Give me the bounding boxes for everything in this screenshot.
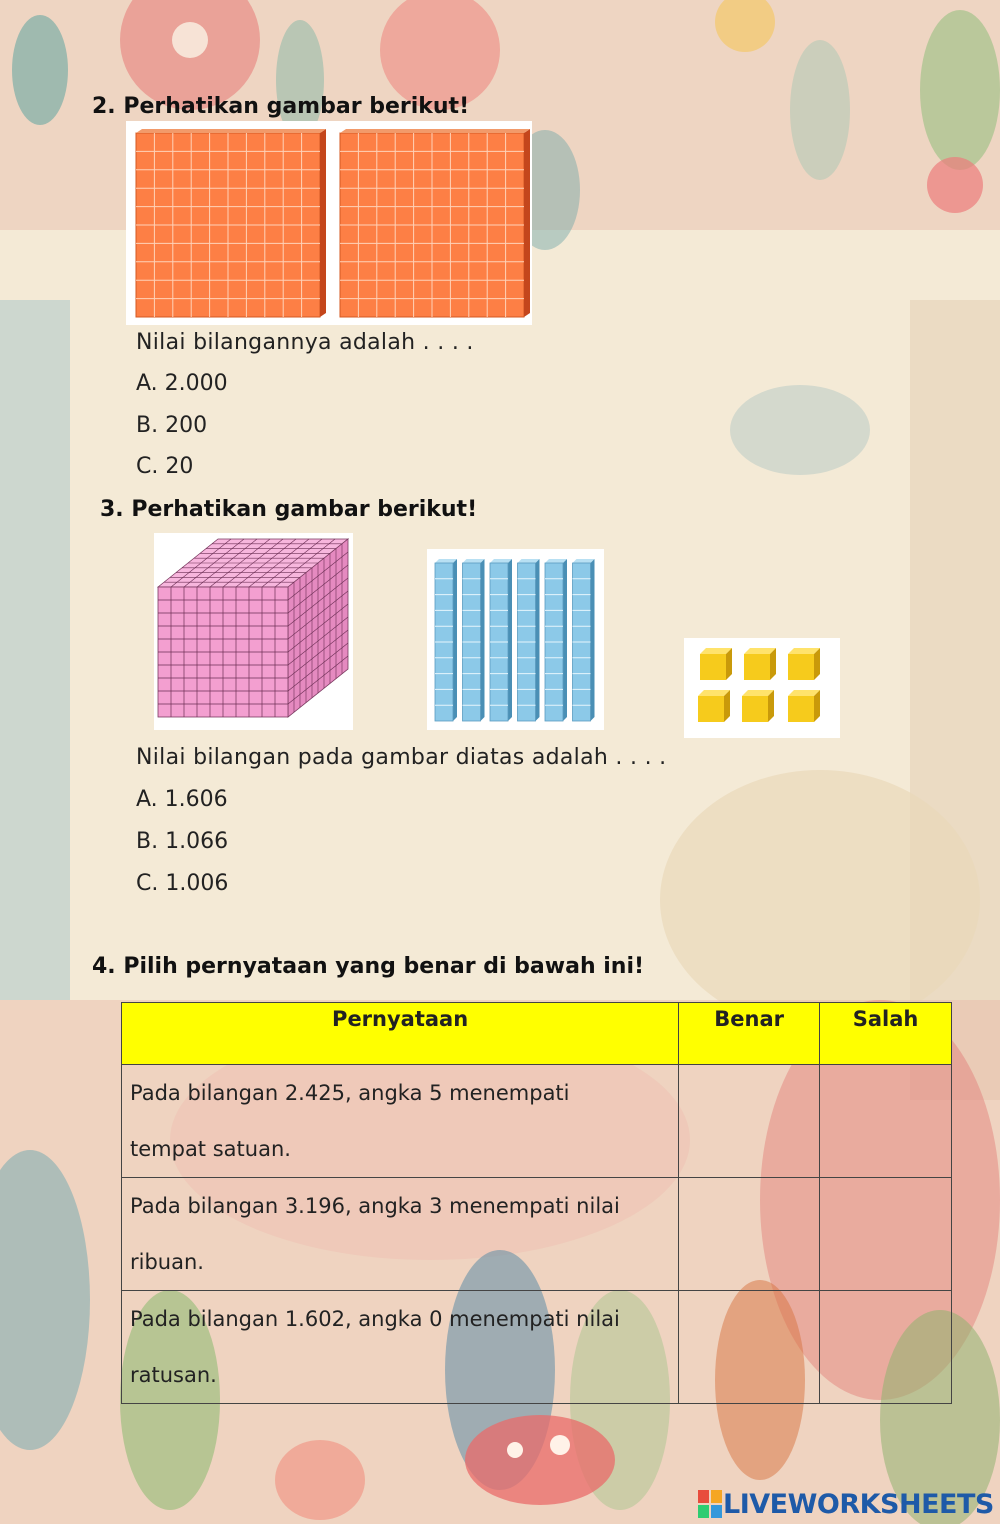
q2-option-b[interactable] <box>136 413 207 438</box>
statement-line-2: ratusan. <box>130 1363 217 1387</box>
question-2-prompt: Nilai bilangannya adalah . . . . <box>136 330 474 355</box>
question-4-title: 4. Pilih pernyataan yang benar di bawah ini! <box>92 954 645 979</box>
statement-cell <box>122 1178 679 1291</box>
answer-true-cell[interactable] <box>679 1291 820 1404</box>
hundred-flats-figure <box>126 121 532 325</box>
option-letter: C. <box>136 454 159 479</box>
unit-cube-block-icon <box>700 648 732 680</box>
thousand-cube-block-icon <box>154 533 353 730</box>
statement-line-2: tempat satuan. <box>130 1137 291 1161</box>
q2-image <box>126 121 532 325</box>
answer-true-cell[interactable] <box>679 1178 820 1291</box>
ten-rod-block-icon <box>435 559 457 721</box>
table-row <box>122 1065 952 1178</box>
option-text: 200 <box>165 413 208 438</box>
unit-cube-block-icon <box>788 648 820 680</box>
option-letter: C. <box>136 871 159 896</box>
q3-option-a[interactable] <box>136 787 228 812</box>
ten-rod-block-icon <box>518 559 540 721</box>
option-letter: A. <box>136 787 158 812</box>
header-false: Salah <box>820 1003 952 1065</box>
option-letter: A. <box>136 371 158 396</box>
header-true: Benar <box>679 1003 820 1065</box>
option-text: 1.006 <box>165 871 229 896</box>
option-text: 1.066 <box>165 829 229 854</box>
q3-ten-rods-image <box>427 549 604 730</box>
question-3-prompt: Nilai bilangan pada gambar diatas adalah . . . . <box>136 745 667 770</box>
unit-cube-block-icon <box>742 690 774 722</box>
answer-false-cell[interactable] <box>820 1291 952 1404</box>
q3-thousand-cube-image <box>154 533 353 730</box>
unit-cube-block-icon <box>788 690 820 722</box>
true-false-table <box>121 1002 952 1404</box>
q3-unit-cubes-image <box>684 638 840 738</box>
answer-false-cell[interactable] <box>820 1178 952 1291</box>
thousand-cube-shape <box>158 539 348 717</box>
answer-true-cell[interactable] <box>679 1065 820 1178</box>
liveworksheets-logo-icon <box>697 1489 723 1519</box>
ten-rod-block-icon <box>545 559 567 721</box>
table-row <box>122 1178 952 1291</box>
option-text: 20 <box>165 454 194 479</box>
statement-cell <box>122 1065 679 1178</box>
option-text: 1.606 <box>164 787 228 812</box>
logo-text: LIVEWORKSHEETS <box>723 1488 994 1520</box>
table-row <box>122 1291 952 1404</box>
unit-cube-block-icon <box>698 690 730 722</box>
statement-line-1: Pada bilangan 2.425, angka 5 menempati <box>130 1081 570 1105</box>
ten-rod-block-icon <box>490 559 512 721</box>
option-letter: B. <box>136 413 159 438</box>
hundred-flat-block-icon <box>136 129 326 317</box>
statement-line-2: ribuan. <box>130 1250 204 1274</box>
q2-option-c[interactable] <box>136 454 193 479</box>
ten-rods-figure <box>427 549 604 730</box>
ten-rod-block-icon <box>573 559 595 721</box>
header-statement: Pernyataan <box>122 1003 679 1065</box>
statement-line-1: Pada bilangan 3.196, angka 3 menempati nilai <box>130 1194 620 1218</box>
q2-option-a[interactable] <box>136 371 228 396</box>
hundred-flat-block-icon <box>340 129 530 317</box>
question-2-title: 2. Perhatikan gambar berikut! <box>92 94 470 119</box>
table-header-row <box>122 1003 952 1065</box>
q3-option-c[interactable] <box>136 871 228 896</box>
option-text: 2.000 <box>164 371 228 396</box>
statement-cell <box>122 1291 679 1404</box>
q3-option-b[interactable] <box>136 829 228 854</box>
statement-line-1: Pada bilangan 1.602, angka 0 menempati nilai <box>130 1307 620 1331</box>
question-3-title: 3. Perhatikan gambar berikut! <box>100 497 478 522</box>
liveworksheets-logo[interactable] <box>697 1488 994 1520</box>
option-letter: B. <box>136 829 159 854</box>
unit-cube-block-icon <box>744 648 776 680</box>
unit-cubes-figure <box>684 638 840 738</box>
ten-rod-block-icon <box>463 559 485 721</box>
answer-false-cell[interactable] <box>820 1065 952 1178</box>
